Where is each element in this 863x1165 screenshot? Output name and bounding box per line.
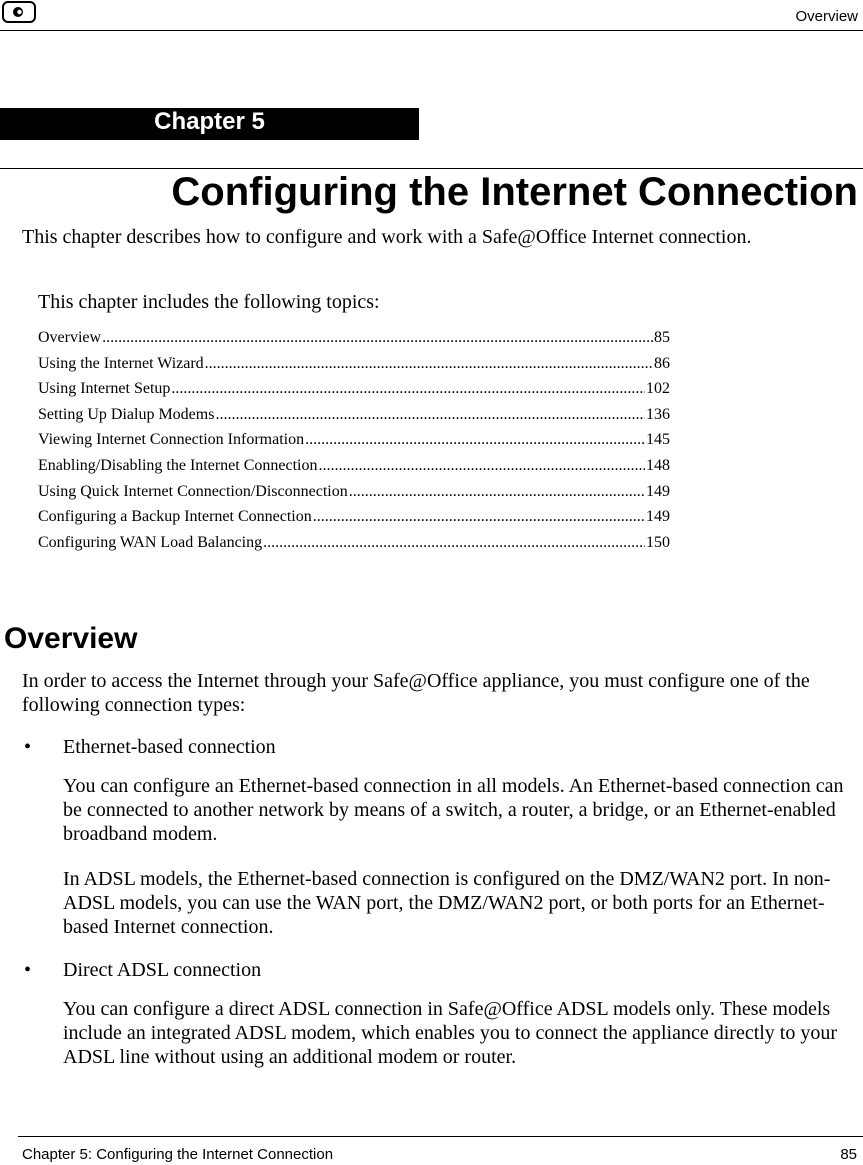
safe-at-office-logo-icon bbox=[2, 1, 36, 23]
toc-entry-page[interactable]: 148 bbox=[646, 456, 670, 474]
toc-entry-text[interactable]: Overview bbox=[38, 329, 102, 346]
topics-lead: This chapter includes the following topics: bbox=[38, 291, 380, 313]
toc-entry[interactable] bbox=[38, 534, 670, 560]
toc-entry-text[interactable]: Using Internet Setup bbox=[38, 380, 171, 398]
toc-entry-text[interactable]: Setting Up Dialup Modems bbox=[38, 405, 215, 423]
toc-entry[interactable] bbox=[38, 483, 670, 509]
overview-intro: In order to access the Internet through your Safe@Office appliance, you must configure one of the following connection types: bbox=[22, 670, 810, 716]
title-divider bbox=[0, 168, 863, 169]
ethernet-paragraph-2: In ADSL models, the Ethernet-based connection is configured on the DMZ/WAN2 port. In non-ADSL models, you can use the WAN port, the DMZ/WAN2 port, or both ports for an Ethernet-based Internet connection. bbox=[63, 868, 831, 938]
bullet-marker: • bbox=[24, 959, 32, 981]
toc-entry-page[interactable]: 136 bbox=[646, 405, 670, 423]
toc-entry-page[interactable]: 85 bbox=[654, 329, 670, 346]
chapter-description: This chapter describes how to configure and work with a Safe@Office Internet connection. bbox=[22, 226, 752, 248]
toc-entry-text[interactable]: Using the Internet Wizard bbox=[38, 354, 204, 372]
toc-leader-dots bbox=[205, 355, 653, 373]
chapter-label: Chapter 5 bbox=[154, 108, 265, 135]
toc-entry[interactable] bbox=[38, 355, 670, 381]
header-title: Overview bbox=[795, 8, 858, 25]
toc-entry-page[interactable]: 102 bbox=[646, 380, 670, 398]
toc-leader-dots bbox=[349, 483, 645, 501]
toc-entry-text[interactable]: Viewing Internet Connection Information bbox=[38, 431, 305, 449]
toc-entry-page[interactable]: 149 bbox=[646, 508, 670, 526]
footer-chapter-title: Chapter 5: Configuring the Internet Connection bbox=[22, 1146, 334, 1163]
toc-entry-page[interactable]: 149 bbox=[646, 482, 670, 500]
bullet-marker: • bbox=[24, 736, 32, 758]
footer-divider bbox=[18, 1136, 863, 1137]
toc-entry-text[interactable]: Configuring a Backup Internet Connection bbox=[38, 508, 312, 526]
toc-entry[interactable] bbox=[38, 431, 670, 457]
toc-leader-dots bbox=[102, 329, 653, 347]
toc-entry[interactable] bbox=[38, 406, 670, 432]
toc-entry[interactable] bbox=[38, 457, 670, 483]
ethernet-paragraph-1: You can configure an Ethernet-based connection in all models. An Ethernet-based connection can be connected to another network by means of a switch, a router, a bridge, or an Ethernet-enabled broadband modem. bbox=[63, 775, 844, 845]
toc-leader-dots bbox=[171, 380, 645, 398]
toc-entry-text[interactable]: Enabling/Disabling the Internet Connection bbox=[38, 456, 318, 474]
footer-page-number: 85 bbox=[840, 1146, 857, 1163]
toc-leader-dots bbox=[313, 508, 645, 526]
toc-entry-page[interactable]: 150 bbox=[646, 533, 670, 551]
bullet-label-adsl: Direct ADSL connection bbox=[63, 959, 262, 981]
toc-entry[interactable] bbox=[38, 508, 670, 534]
page-header bbox=[0, 0, 863, 31]
toc-entry[interactable] bbox=[38, 380, 670, 406]
chapter-title: Configuring the Internet Connection bbox=[171, 170, 858, 214]
toc-entry[interactable] bbox=[38, 329, 670, 355]
toc-leader-dots bbox=[263, 534, 645, 552]
toc-entry-text[interactable]: Using Quick Internet Connection/Disconnection bbox=[38, 482, 348, 500]
toc-entry-page[interactable]: 145 bbox=[646, 431, 670, 449]
overview-heading: Overview bbox=[4, 622, 138, 655]
bullet-label-ethernet: Ethernet-based connection bbox=[63, 736, 276, 758]
toc-leader-dots bbox=[305, 431, 645, 449]
toc-leader-dots bbox=[215, 406, 645, 424]
toc-entry-page[interactable]: 86 bbox=[654, 354, 670, 372]
toc-leader-dots bbox=[319, 457, 646, 475]
adsl-paragraph-1: You can configure a direct ADSL connection in Safe@Office ADSL models only. These models include an integrated ADSL modem, which enables you to connect the appliance directly to your ADSL line without using an additional modem or router. bbox=[63, 998, 838, 1068]
toc-entry-text[interactable]: Configuring WAN Load Balancing bbox=[38, 533, 263, 551]
table-of-contents bbox=[38, 329, 670, 559]
